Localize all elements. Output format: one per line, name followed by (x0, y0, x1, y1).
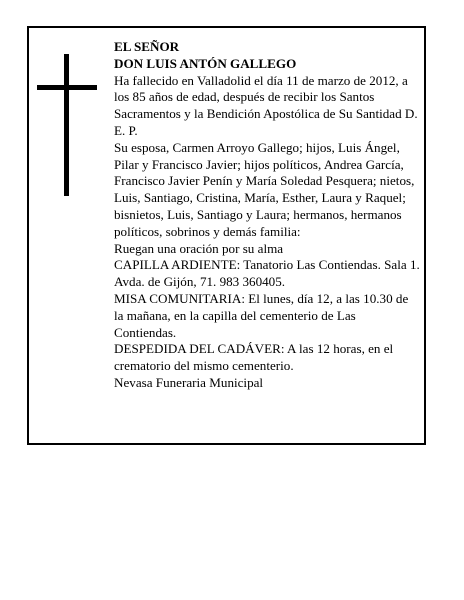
deceased-name: DON LUIS ANTÓN GALLEGO (114, 55, 297, 71)
mass-info: MISA COMUNITARIA: El lunes, día 12, a las 10.30 de la mañana, en la capilla del cementerio de Las Contiendas. (114, 290, 409, 340)
prayer-request: Ruegan una oración por su alma (114, 240, 284, 256)
title-line-1: EL SEÑOR (114, 39, 180, 54)
death-statement: Ha fallecido en Valladolid el día 11 de marzo de 2012, a los 85 años de edad, después de recibir los Santos Sacramentos y la Bendición Apostólica de Su Santidad D. E. P. (114, 72, 418, 138)
obituary-text (114, 39, 420, 392)
funeral-home: Nevasa Funeraria Municipal (114, 374, 264, 390)
cross-icon (37, 54, 97, 196)
farewell-info: DESPEDIDA DEL CADÁVER: A las 12 horas, en el crematorio del mismo cementerio. (114, 341, 394, 374)
cross-horizontal-bar (37, 85, 97, 90)
cross-vertical-bar (64, 54, 69, 196)
family-list: Su esposa, Carmen Arroyo Gallego; hijos, Luis Ángel, Pilar y Francisco Javier; hijos políticos, Andrea García, Francisco Javier Penín y María Soledad Pesquera; nietos, Luis, Santiago, Cristina, María, Esther, Laura y Raquel; bisnietos, Luis, Santiago y Laura; hermanos, hermanos políticos, sobrinos y demás familia: (114, 139, 415, 239)
chapel-info: CAPILLA ARDIENTE: Tanatorio Las Contiendas. Sala 1. Avda. de Gijón, 71. 983 360405. (114, 257, 420, 290)
